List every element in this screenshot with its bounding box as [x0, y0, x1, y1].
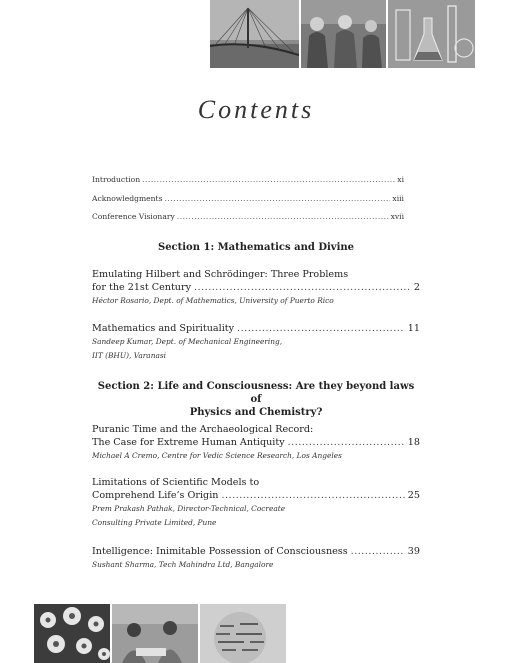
toc-entry: [92, 476, 420, 528]
section-2-heading: [92, 380, 420, 419]
toc-page-number: xvii: [390, 212, 404, 221]
word-sphere-photo: [200, 604, 286, 663]
entry-title-last-line: [92, 436, 420, 449]
entry-title-line: Emulating Hilbert and Schrödinger: Three Problems: [92, 269, 349, 280]
toc-label: Conference Visionary: [92, 212, 175, 221]
dot-leader: [288, 436, 405, 449]
entry-title-last-line: [92, 322, 420, 335]
toc-label: Acknowledgments: [92, 194, 163, 203]
toc-entry: [92, 423, 420, 461]
toc-entry: [92, 268, 420, 306]
bridge-photo: [210, 0, 299, 68]
entry-author: Héctor Rosario, Dept. of Mathematics, University of Puerto Rico: [92, 296, 334, 305]
flowers-photo: [34, 604, 110, 663]
entry-page-number: 39: [407, 546, 420, 557]
page-title: Contents: [197, 95, 315, 124]
entry-title-line: Limitations of Scientific Models to: [92, 477, 260, 488]
toc-acknowledgments: [92, 194, 404, 203]
section-heading-line: Section 1: Mathematics and Divine: [157, 242, 355, 253]
entry-author: Consulting Private Limited, Pune: [92, 518, 217, 527]
dot-leader: [142, 175, 395, 184]
toc-page-number: xiii: [392, 194, 404, 203]
entry-title-line: The Case for Extreme Human Antiquity: [92, 437, 285, 448]
toc-entry: [92, 322, 420, 361]
entry-page-number: 18: [407, 437, 420, 448]
children-reading-photo: [112, 604, 198, 663]
dot-leader: [237, 322, 405, 335]
entry-title-line: Intelligence: Inimitable Possession of Consciousness: [92, 546, 348, 557]
entry-author: IIT (BHU), Varanasi: [92, 351, 167, 360]
dot-leader: [164, 194, 390, 203]
monks-photo: [301, 0, 386, 68]
entry-page-number: 25: [407, 490, 420, 501]
entry-title-last-line: [92, 281, 420, 294]
toc-introduction: [92, 175, 404, 184]
entry-page-number: 2: [413, 282, 420, 293]
entry-title-line: Puranic Time and the Archaeological Record:: [92, 424, 314, 435]
entry-title-line: for the 21st Century: [92, 282, 191, 293]
toc-conference-visionary: [92, 212, 404, 221]
entry-title-last-line: [92, 545, 420, 558]
entry-title-line: Mathematics and Spirituality: [92, 323, 235, 334]
dot-leader: [221, 489, 404, 502]
entry-title-last-line: [92, 489, 420, 502]
entry-author: Sushant Sharma, Tech Mahindra Ltd, Bangalore: [92, 560, 274, 569]
dot-leader: [351, 545, 405, 558]
lab-glassware-photo: [388, 0, 475, 68]
toc-page-number: xi: [397, 175, 404, 184]
section-heading-line: Physics and Chemistry?: [189, 407, 323, 418]
entry-page-number: 11: [407, 323, 420, 334]
entry-author: Sandeep Kumar, Dept. of Mechanical Engineering,: [92, 337, 283, 346]
entry-author: Prem Prakash Pathak, Director-Technical, Cocreate: [92, 504, 286, 513]
dot-leader: [194, 281, 411, 294]
section-1-heading: [92, 241, 420, 254]
section-heading-line: Section 2: Life and Consciousness: Are they beyond laws of: [97, 381, 415, 405]
toc-label: Introduction: [92, 175, 141, 184]
toc-entry: [92, 545, 420, 570]
entry-title-line: Comprehend Life’s Origin: [92, 490, 219, 501]
dot-leader: [177, 212, 389, 221]
entry-author: Michael A Cremo, Centre for Vedic Science Research, Los Angeles: [92, 451, 342, 460]
